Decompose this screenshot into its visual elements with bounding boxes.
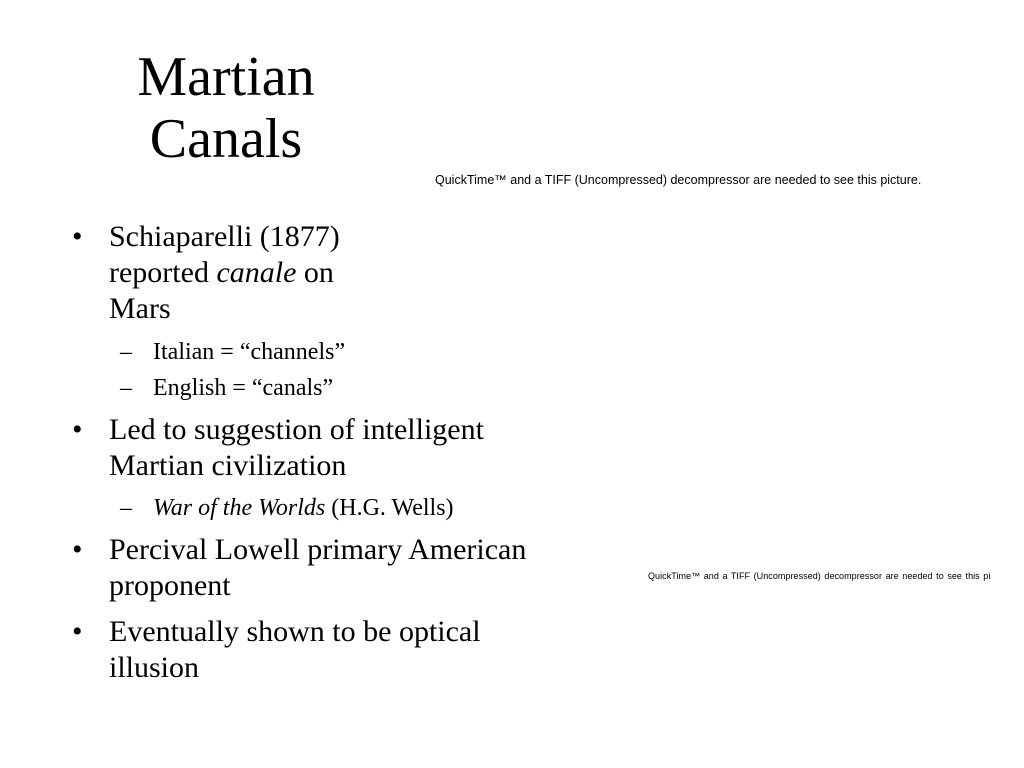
bullet-continuation bbox=[109, 448, 346, 484]
sub-bullet-text-italic: War of the Worlds bbox=[153, 495, 326, 521]
bullet-marker: • bbox=[72, 413, 83, 446]
image-placeholder-message-secondary: QuickTime™ and a TIFF (Uncompressed) decompressor are needed to see this pi bbox=[648, 571, 991, 581]
sub-bullet-marker: – bbox=[120, 375, 132, 401]
sub-bullet-text: English = “canals” bbox=[153, 375, 334, 401]
bullet-continuation bbox=[109, 255, 334, 291]
sub-bullet-text: Italian = “channels” bbox=[153, 339, 346, 365]
sub-bullet-marker: – bbox=[120, 495, 132, 521]
slide-title bbox=[90, 46, 362, 170]
bullet-text: Percival Lowell primary American bbox=[109, 533, 527, 566]
bullet-item bbox=[72, 219, 340, 255]
bullet-item bbox=[72, 532, 527, 568]
bullet-item bbox=[72, 614, 481, 650]
bullet-text-italic: canale bbox=[216, 256, 297, 289]
bullet-continuation bbox=[109, 568, 231, 604]
bullet-marker: • bbox=[72, 533, 83, 566]
bullet-marker: • bbox=[72, 615, 83, 648]
bullet-marker: • bbox=[72, 220, 83, 253]
bullet-text: proponent bbox=[109, 569, 231, 602]
bullet-text: Schiaparelli (1877) bbox=[109, 220, 340, 253]
bullet-continuation bbox=[109, 291, 171, 327]
bullet-text: Martian civilization bbox=[109, 449, 347, 482]
bullet-text: Eventually shown to be optical bbox=[109, 615, 481, 648]
sub-bullet-item bbox=[120, 373, 334, 403]
bullet-text: on bbox=[296, 256, 334, 289]
sub-bullet-item bbox=[120, 337, 346, 367]
bullet-text: Mars bbox=[109, 292, 171, 325]
sub-bullet-text: (H.G. Wells) bbox=[325, 495, 454, 521]
slide-title-line-2: Canals bbox=[149, 108, 303, 170]
sub-bullet-marker: – bbox=[120, 339, 132, 365]
bullet-text: illusion bbox=[109, 651, 200, 684]
bullet-item bbox=[72, 412, 484, 448]
bullet-continuation bbox=[109, 650, 199, 686]
image-placeholder-message: QuickTime™ and a TIFF (Uncompressed) decompressor are needed to see this picture. bbox=[435, 173, 922, 187]
sub-bullet-item bbox=[120, 493, 454, 523]
slide-title-line-1: Martian bbox=[137, 46, 315, 108]
bullet-text: reported bbox=[109, 256, 217, 289]
bullet-text: Led to suggestion of intelligent bbox=[109, 413, 484, 446]
